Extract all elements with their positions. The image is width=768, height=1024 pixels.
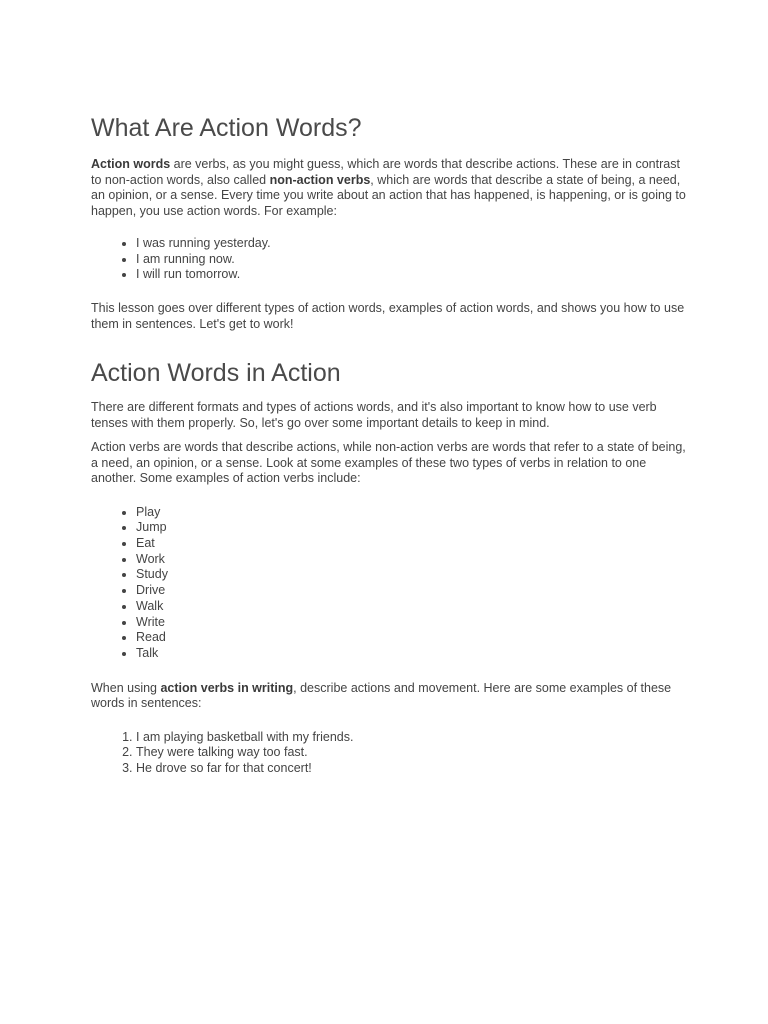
intro-text-part-1: are verbs, as you might guess, which are words that describe actions. These are in contrast to non-action words, also called xyxy=(91,157,680,187)
list-item: • Work xyxy=(136,552,691,568)
list-item: 3. He drove so far for that concert! xyxy=(136,761,691,777)
list-item: • Eat xyxy=(136,536,691,552)
list-item: • I will run tomorrow. xyxy=(136,267,691,283)
document-page xyxy=(91,113,691,777)
intro-text-part-2: , which are words that describe a state of being, a need, an opinion, or a sense. Every time you write about an action that has happened, is happening, or is going to happen, you use action words. For example: xyxy=(91,172,686,218)
list-item: • I am running now. xyxy=(136,252,691,268)
section-title-what-are-action-words: What Are Action Words? xyxy=(91,114,362,142)
tense-examples-list xyxy=(91,236,691,283)
list-item: • Drive xyxy=(136,583,691,599)
formats-paragraph: There are different formats and types of actions words, and it's also important to know how to use verb tenses with them properly. So, let's go over some important details to keep in mind. xyxy=(91,400,657,430)
list-item: • Write xyxy=(136,615,691,631)
lesson-overview-paragraph: This lesson goes over different types of action words, examples of action words, and shows you how to use them in sentences. Let's get to work! xyxy=(91,301,685,331)
section-title-action-words-in-action: Action Words in Action xyxy=(91,359,341,388)
bold-term-non-action-verbs: non-action verbs xyxy=(269,172,371,187)
list-item: • Play xyxy=(136,505,691,521)
list-item: • I was running yesterday. xyxy=(136,236,691,252)
intro-paragraph xyxy=(91,157,691,219)
action-vs-non-action-paragraph: Action verbs are words that describe actions, while non-action verbs are words that refer to a state of being, a need, an opinion, or a sense. Look at some examples of these two types of verbs in relation to one another. Some examples of action verbs include: xyxy=(91,440,686,486)
list-item: • Walk xyxy=(136,599,691,615)
list-item: 2. They were talking way too fast. xyxy=(136,745,691,761)
list-item: • Jump xyxy=(136,520,691,536)
action-verbs-list xyxy=(91,505,691,662)
bold-term-action-verbs-in-writing: action verbs in writing xyxy=(160,680,294,695)
usage-text-part-1: When using xyxy=(91,680,161,695)
example-sentences-list xyxy=(91,730,691,777)
list-item: • Study xyxy=(136,567,691,583)
list-item: • Talk xyxy=(136,646,691,662)
list-item: 1. I am playing basketball with my friends. xyxy=(136,730,691,746)
bold-term-action-words: Action words xyxy=(91,157,171,171)
usage-text-part-2: , describe actions and movement. Here are some examples of these words in sentences: xyxy=(91,680,672,711)
list-item: • Read xyxy=(136,630,691,646)
writing-usage-paragraph xyxy=(91,681,691,712)
